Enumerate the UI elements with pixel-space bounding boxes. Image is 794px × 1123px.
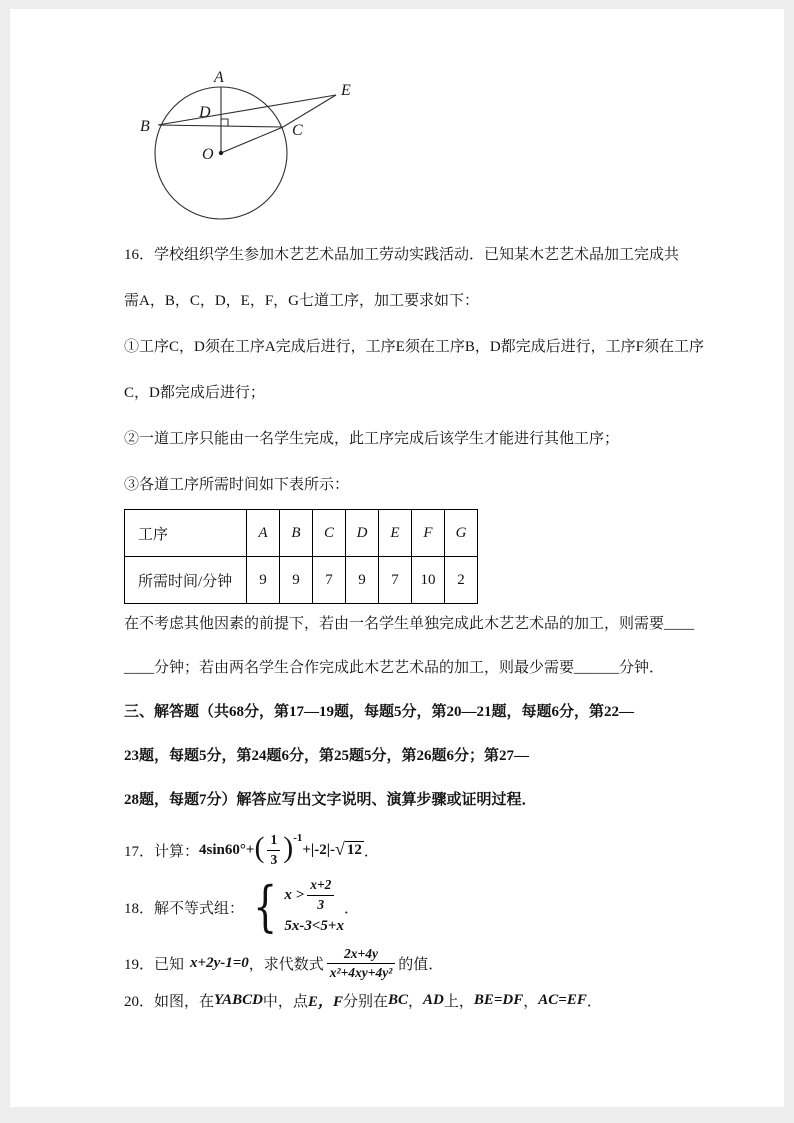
q17-plus-2: +	[302, 841, 311, 858]
frac-numerator: x+2	[307, 877, 334, 896]
table-header-C: C	[313, 510, 346, 557]
q20-segment-AD: AD	[423, 992, 444, 1009]
q19-suffix: 的值．	[398, 957, 444, 974]
q20-parallelogram-ABCD: YABCD	[214, 992, 263, 1009]
q20-comma-2: ，	[523, 994, 539, 1011]
time-B: 9	[280, 557, 313, 604]
line-BE	[158, 95, 336, 125]
frac-denominator: 3	[270, 851, 278, 867]
q16-line-2: 需A，B，C，D，E，F，G七道工序，加工要求如下：	[124, 293, 480, 309]
q16-line-4: C，D都完成后进行；	[124, 385, 265, 401]
q20-equality-AC-EF: AC=EF	[538, 992, 587, 1009]
table-header-D: D	[346, 510, 379, 557]
q16-blank-line-1: 在不考虑其他因素的前提下，若由一名学生单独完成此木艺艺术品的加工，则需要____	[124, 616, 695, 632]
radicand: 12	[346, 841, 362, 858]
frac-numerator: 2x+4y	[327, 946, 395, 965]
table-header-A: A	[247, 510, 280, 557]
q18-prefix: 18．解不等式组：	[124, 900, 245, 917]
frac-numerator: 1	[267, 832, 280, 851]
table-time-label: 所需时间/分钟	[125, 557, 247, 604]
question-17	[124, 832, 674, 869]
table-header-B: B	[280, 510, 313, 557]
table-header-F: F	[412, 510, 445, 557]
q18-period: ．	[343, 900, 359, 917]
q17-formula	[199, 832, 364, 869]
fraction-x-plus-2-over-3	[307, 877, 334, 914]
q20-text-3: 分别在	[342, 994, 388, 1011]
center-point-O	[219, 151, 223, 155]
frac-denominator: 3	[317, 896, 325, 912]
q19-fraction	[327, 946, 395, 983]
table-header-G: G	[445, 510, 478, 557]
close-paren: )	[283, 831, 294, 865]
section3-heading-line-1: 三、解答题（共68分，第17—19题，每题5分，第20—21题，每题6分，第22—	[124, 704, 635, 720]
question-18	[124, 877, 674, 938]
q16-line-1: 16．学校组织学生参加木艺艺术品加工劳动实践活动．已知某木艺艺术品加工完成共	[124, 247, 680, 263]
line-EO-through-C	[221, 95, 336, 153]
inequality-1	[284, 877, 344, 914]
q16-blank-line-2: ____分钟；若由两名学生合作完成此木艺艺术品的加工，则最少需要______分钟．	[124, 660, 665, 676]
time-G: 2	[445, 557, 478, 604]
q20-points-EF: E，F	[307, 994, 343, 1011]
question-20	[124, 990, 674, 1011]
q20-period: ．	[586, 994, 602, 1011]
q20-text-4: 上，	[443, 994, 474, 1011]
exam-document-page	[10, 9, 784, 1107]
q17-term-sin: 4sin60°	[199, 841, 246, 858]
time-C: 7	[313, 557, 346, 604]
label-C: C	[292, 122, 303, 139]
circle-geometry-figure	[116, 55, 461, 227]
process-time-table	[124, 509, 478, 604]
time-F: 10	[412, 557, 445, 604]
q17-minus: -	[330, 841, 336, 858]
q20-segment-BC: BC	[387, 992, 408, 1009]
open-paren: (	[254, 831, 265, 865]
q19-mid: ，求代数式	[248, 957, 324, 974]
q20-text-2: 中，点	[262, 994, 308, 1011]
section3-heading-line-2: 23题，每题5分，第24题6分，第25题5分，第26题6分；第27—	[124, 748, 530, 764]
table-time-row	[125, 557, 478, 604]
right-angle-mark	[221, 119, 228, 127]
frac-denominator: x²+4xy+4y²	[329, 965, 393, 981]
time-A: 9	[247, 557, 280, 604]
q20-comma-1: ，	[407, 994, 423, 1011]
question-19	[124, 946, 674, 983]
fraction-one-third	[267, 832, 280, 869]
q16-line-6: ③各道工序所需时间如下表所示：	[124, 477, 350, 493]
label-B: B	[140, 118, 150, 135]
table-header-process: 工序	[125, 510, 247, 557]
time-D: 9	[346, 557, 379, 604]
q17-abs-term: |-2|	[310, 841, 331, 858]
inequality-system: { x > $\frac{x+2}{3}$ 5x-3<5+x	[253, 875, 344, 939]
exponent: -1	[293, 831, 303, 844]
q17-prefix: 17．计算：	[124, 843, 200, 860]
section3-heading-line-3: 28题，每题7分）解答应写出文字说明、演算步骤或证明过程．	[124, 792, 537, 808]
q19-prefix: 19．已知	[124, 957, 185, 974]
q20-equality-BE-DF: BE=DF	[473, 992, 524, 1009]
table-header-row	[125, 510, 478, 557]
table-header-E: E	[379, 510, 412, 557]
q17-period: ．	[363, 843, 379, 860]
time-E: 7	[379, 557, 412, 604]
q17-plus-1: +	[245, 841, 255, 858]
q16-line-3: ①工序C，D须在工序A完成后进行，工序E须在工序B，D都完成后进行，工序F须在工序	[124, 339, 705, 355]
q20-text-1: 20．如图，在	[124, 994, 215, 1011]
q19-equation: x+2y-1=0	[190, 955, 249, 972]
label-E: E	[341, 82, 351, 99]
label-O: O	[202, 146, 214, 163]
radical-sign: √	[335, 838, 345, 859]
label-D: D	[199, 104, 211, 121]
inequality-1-lhs: x >	[284, 886, 305, 903]
inequality-2: 5x-3<5+x	[284, 917, 344, 934]
system-rows	[284, 877, 344, 938]
label-A: A	[214, 69, 224, 86]
q16-line-5: ②一道工序只能由一名学生完成，此工序完成后该学生才能进行其他工序；	[124, 431, 620, 447]
